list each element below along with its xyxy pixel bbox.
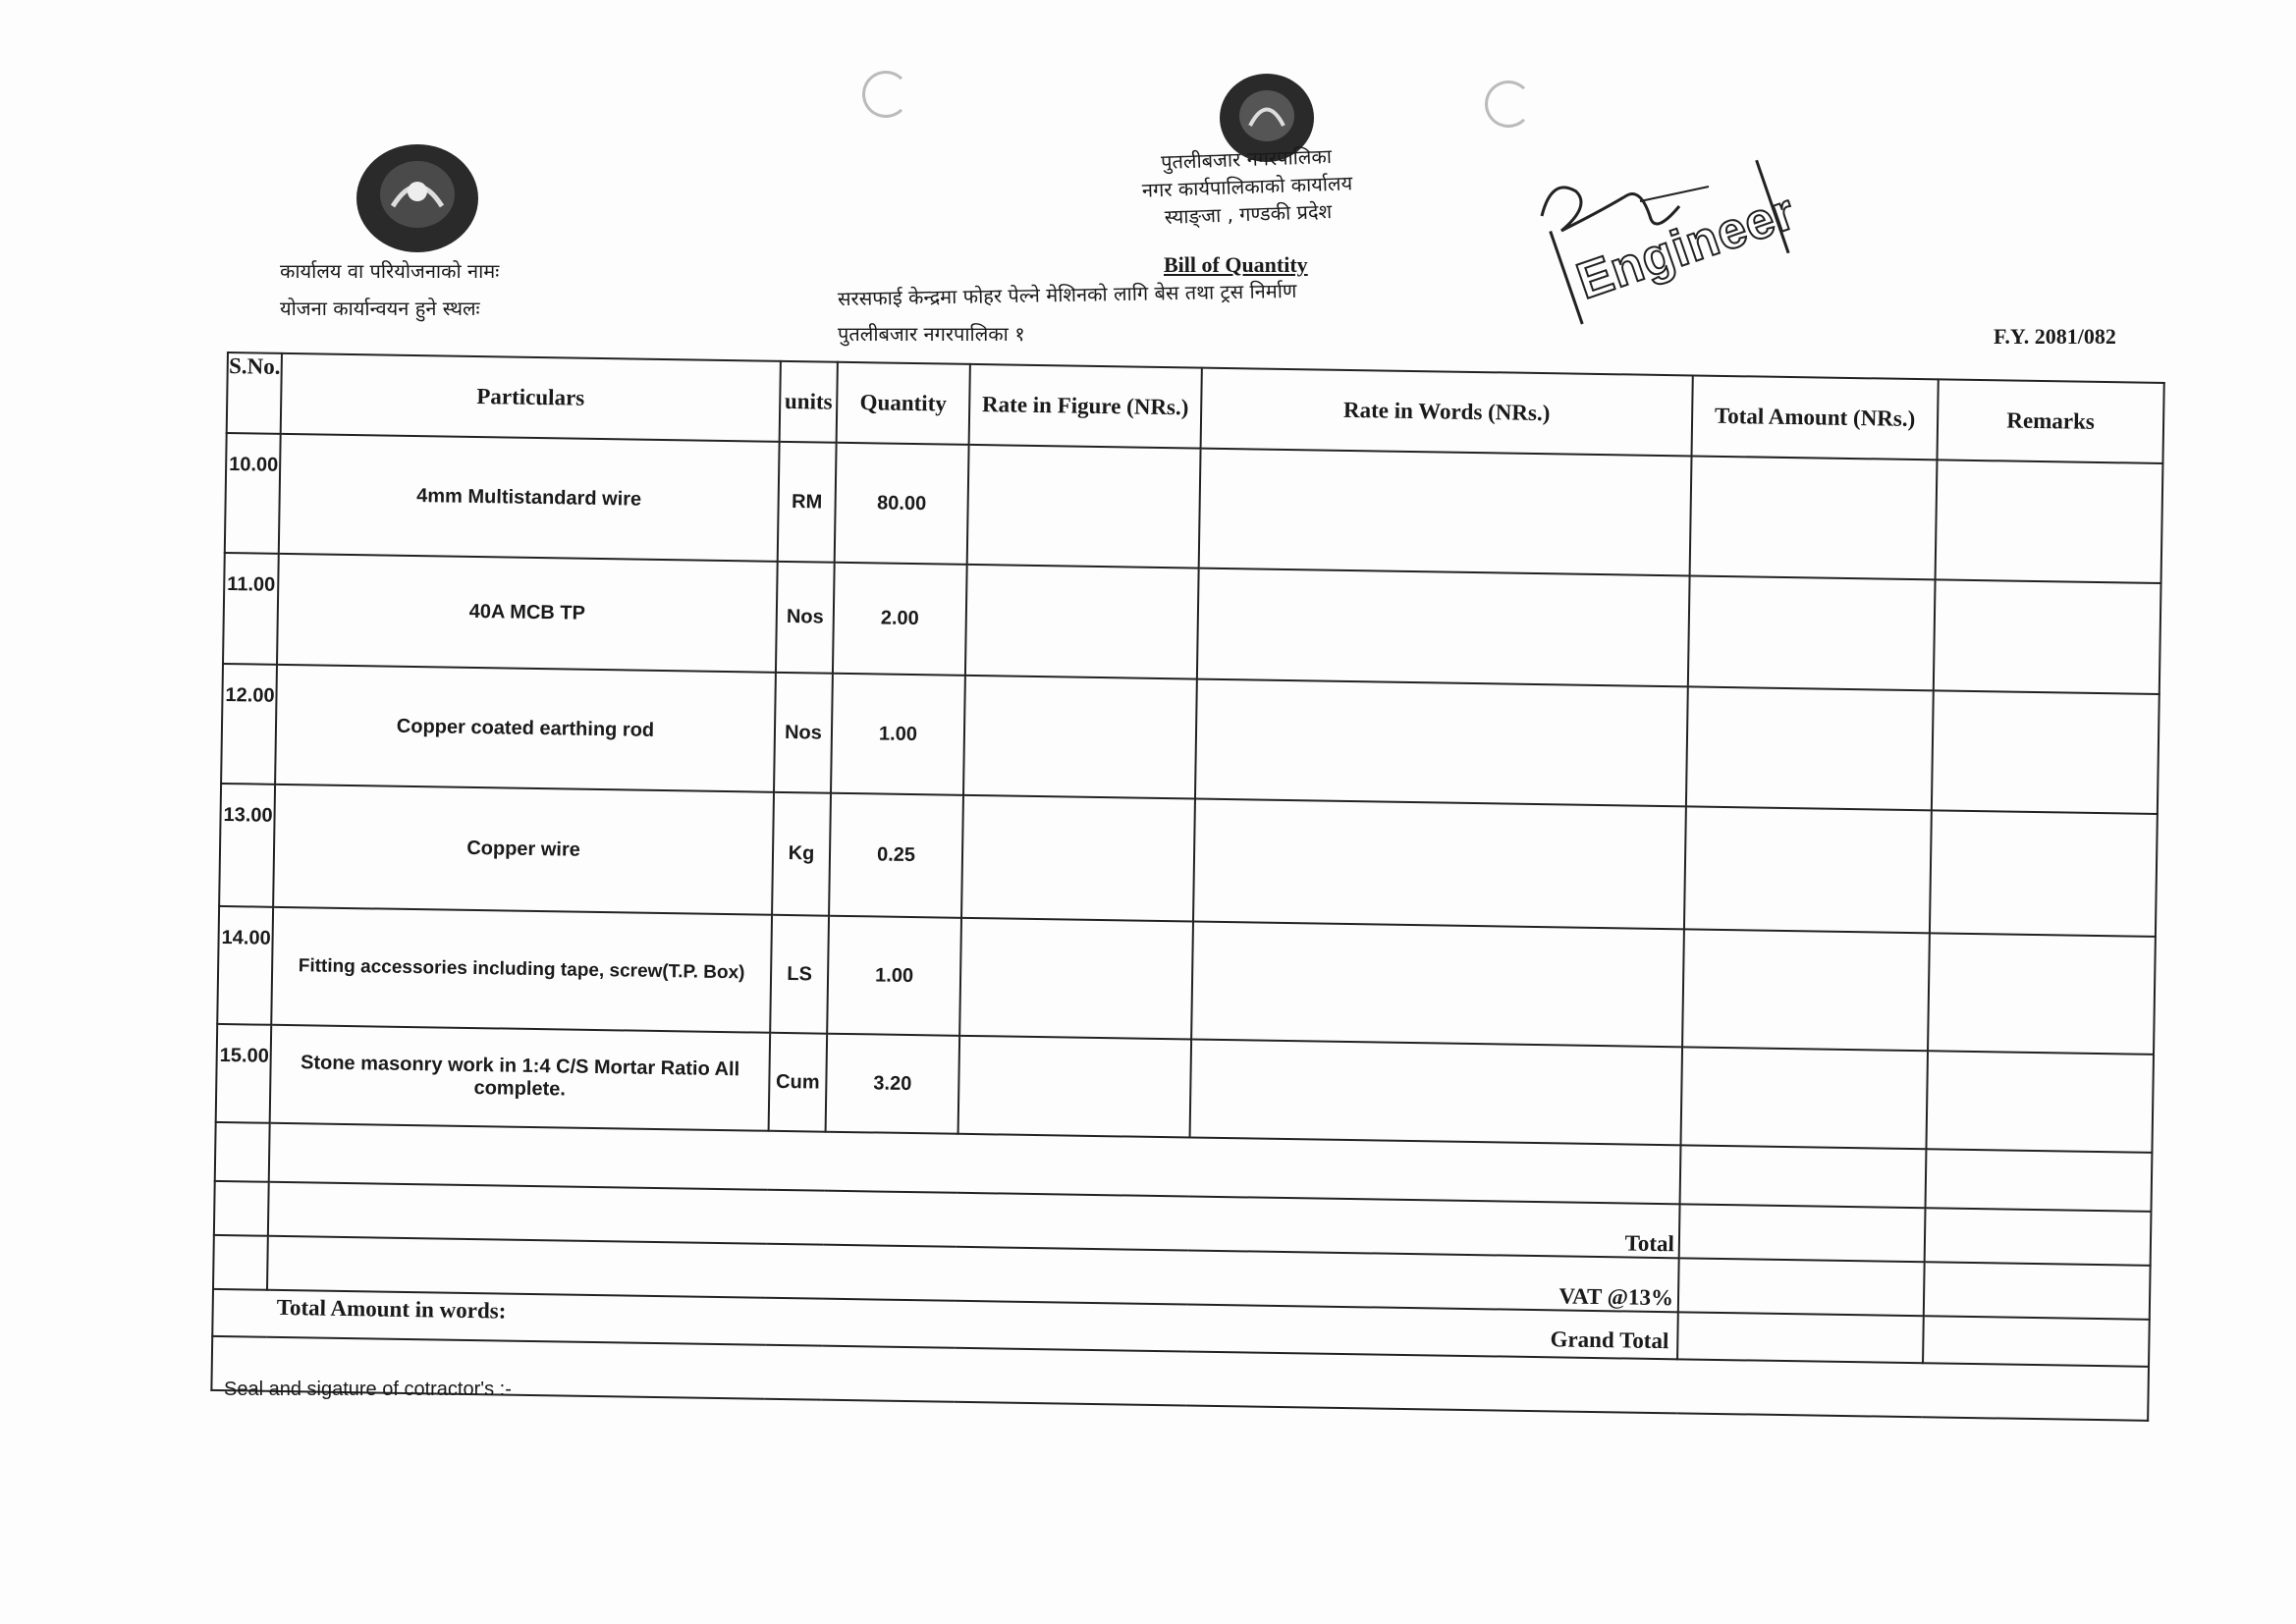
col-header-sno: S.No. [227,352,282,434]
row-remarks-cell[interactable] [1926,1051,2154,1153]
row-unit: Nos [774,673,833,793]
row-total-amount-cell[interactable] [1682,929,1930,1051]
project-site-label: योजना कार्यान्वयन हुने स्थलः [280,297,480,320]
total-label: Total [268,1182,1680,1259]
blank-cell [215,1122,270,1182]
row-total-amount-cell[interactable] [1690,456,1938,579]
amount-in-words-label: Total Amount in words: [276,1294,507,1324]
punch-hole-right [1485,81,1532,128]
municipality-office-seal [1084,139,1411,233]
row-sno: 14.00 [217,906,273,1025]
punch-hole-left [862,71,909,118]
col-header-total-amount: Total Amount (NRs.) [1692,375,1939,460]
col-header-rate-words: Rate in Words (NRs.) [1201,368,1693,457]
boq-table-wrapper [210,352,2162,1423]
row-total-amount-cell[interactable] [1684,806,1932,933]
row-rate-figure-cell[interactable] [961,795,1195,922]
row-total-amount-cell[interactable] [1680,1047,1928,1149]
col-header-units: units [780,361,838,443]
row-particulars: Stone masonry work in 1:4 C/S Mortar Ratio All complete. [270,1025,771,1131]
grand-total-amount-cell[interactable] [1677,1312,1924,1363]
row-rate-figure-cell[interactable] [967,445,1201,568]
row-unit: RM [778,442,837,563]
row-remarks-cell[interactable] [1932,690,2159,814]
row-unit: LS [770,915,829,1034]
row-sno: 13.00 [219,784,275,907]
row-rate-words-cell[interactable] [1190,1040,1683,1146]
grand-total-remarks-cell[interactable] [1923,1316,2150,1367]
row-quantity: 1.00 [827,916,961,1036]
col-header-particulars: Particulars [281,353,781,442]
row-rate-words-cell[interactable] [1197,568,1690,687]
row-unit: Nos [776,562,835,674]
row-rate-words-cell[interactable] [1195,679,1688,807]
vat-label: VAT @13% [267,1236,1679,1313]
fiscal-year: F.Y. 2081/082 [1994,324,2116,349]
boq-table [210,352,2164,1422]
blank-cell [213,1235,268,1290]
row-rate-figure-cell[interactable] [959,918,1193,1040]
document-title: Bill of Quantity [1164,252,1308,277]
government-emblem-left [344,137,491,260]
office-line-3: स्याङ्जा , गण्डकी प्रदेश [1164,199,1333,229]
row-quantity: 80.00 [835,443,969,565]
row-quantity: 3.20 [826,1034,960,1134]
row-sno: 11.00 [223,553,279,665]
blank-cell [214,1181,269,1236]
row-particulars: Copper coated earthing rod [275,665,776,792]
row-quantity: 2.00 [833,563,967,676]
row-rate-figure-cell[interactable] [965,565,1199,679]
row-sno: 12.00 [221,664,277,785]
row-rate-words-cell[interactable] [1191,922,1684,1048]
col-header-quantity: Quantity [837,362,970,445]
row-particulars: Copper wire [273,785,774,915]
blank-cell [1926,1149,2153,1212]
row-rate-words-cell[interactable] [1193,799,1686,930]
vat-remarks-cell[interactable] [1924,1262,2151,1320]
contractor-seal-signature: Seal and sigature of cotractor's :- [224,1379,512,1400]
row-rate-words-cell[interactable] [1199,449,1692,576]
office-name-label: कार्यालय वा परियोजनाको नामः [280,259,500,283]
row-remarks-cell[interactable] [1928,933,2156,1055]
row-remarks-cell[interactable] [1930,810,2158,937]
row-sno: 10.00 [225,433,281,554]
project-title: सरसफाई केन्द्रमा फोहर पेल्ने मेशिनको लागि बेस तथा ट्रस निर्माण [837,278,1297,311]
row-remarks-cell[interactable] [1936,460,2163,583]
row-quantity: 1.00 [831,674,965,795]
blank-cell [1680,1145,1927,1208]
row-rate-figure-cell[interactable] [958,1036,1192,1138]
row-sno: 15.00 [216,1024,272,1123]
total-remarks-cell[interactable] [1925,1208,2152,1266]
project-location: पुतलीबजार नगरपालिका १ [838,322,1025,346]
stamp-text: Engineer [1569,183,1803,311]
row-total-amount-cell[interactable] [1688,575,1936,690]
row-unit: Cum [769,1033,828,1132]
row-quantity: 0.25 [829,793,963,918]
vat-amount-cell[interactable] [1678,1258,1925,1316]
row-remarks-cell[interactable] [1934,579,2161,694]
row-particulars: 4mm Multistandard wire [279,434,780,562]
office-line-2: नगर कार्यपालिकाको कार्यालय [1141,171,1353,202]
row-rate-figure-cell[interactable] [963,676,1197,799]
row-particulars: 40A MCB TP [277,554,778,673]
col-header-rate-figure: Rate in Figure (NRs.) [969,364,1202,449]
grand-total-label: Grand Total [1550,1326,1669,1354]
office-line-1: पुतलीबजार नगरपालिका [1160,143,1333,175]
row-total-amount-cell[interactable] [1686,686,1934,810]
row-unit: Kg [772,792,831,916]
col-header-remarks: Remarks [1937,379,2163,463]
total-amount-cell[interactable] [1679,1204,1926,1262]
row-particulars: Fitting accessories including tape, screw(T.P. Box) [271,907,772,1033]
